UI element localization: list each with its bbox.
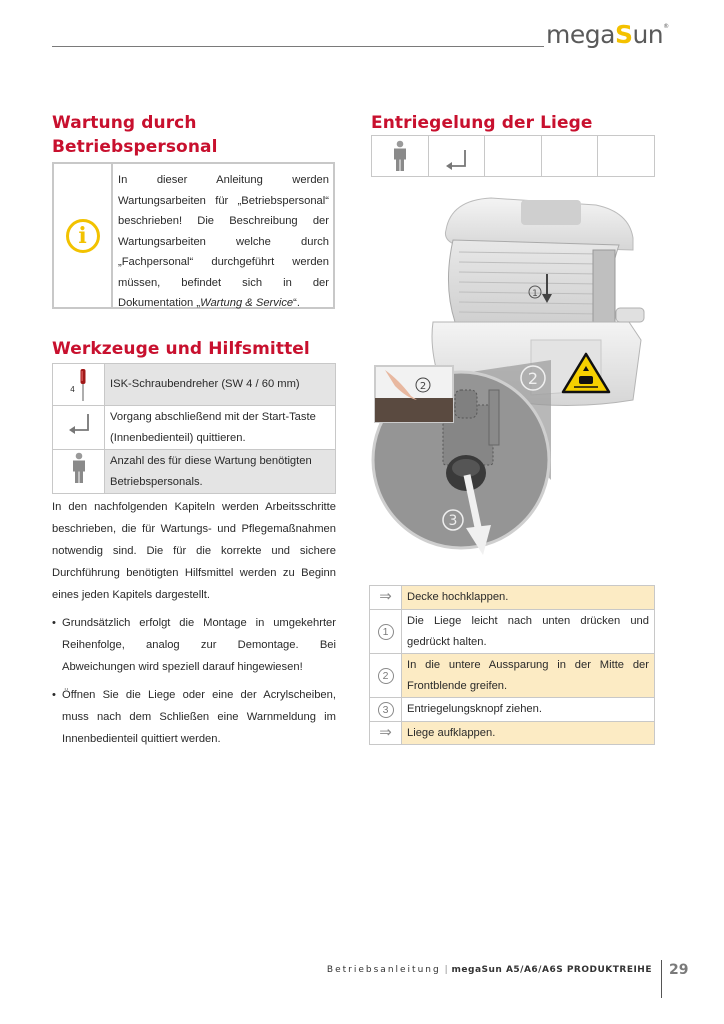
info-note-box [52, 162, 335, 309]
tool-icon-cell [53, 364, 105, 406]
list-item: • Öffnen Sie die Liege oder eine der Acrylscheiben, muss nach dem Schließen eine Warnmeldung im Innenbedienteil quittiert werden. [52, 689, 336, 745]
tools-table [52, 363, 336, 494]
intro-paragraph: In den nachfolgenden Kapiteln werden Arbeitsschritte beschrieben, die für Wartungs- und Pflegemaßnahmen notwendig sind. Die für die korrekte und sichere Durchführung benötigten Hilfsmittel werden zu Beginn eines jeden Kapitels dargestellt. [52, 501, 336, 601]
svg-text:3: 3 [448, 513, 458, 529]
tool-slot-empty [598, 136, 655, 176]
table-row: Vorgang abschließend mit der Start-Taste (Innenbedienteil) quittieren. [53, 406, 336, 450]
step-number-2-icon: 2 [370, 654, 402, 698]
arrow-right-icon: ⇒ [370, 721, 402, 745]
required-tools-strip [371, 135, 655, 177]
arrow-right-icon: ⇒ [370, 586, 402, 610]
info-note-text: In dieser Anleitung werden Wartungsarbeiten für „Betriebspersonal“ beschrieben! Die Beschreibung der Wartungsarbeiten welche durch „Fachpersonal“ durchgeführt werden müssen, befindet sich in der Dokumentation „Wartung & Service“. [118, 174, 329, 309]
notes-bullet-list [52, 612, 336, 756]
section-title-entriegelung: Entriegelung der Liege [371, 113, 593, 133]
steps-table [369, 585, 655, 745]
enter-key-icon [66, 412, 92, 436]
tool-icon-cell [53, 450, 105, 494]
list-item: • Grundsätzlich erfolgt die Montage in umgekehrter Reihenfolge, analog zur Demontage. Bei Abweichungen wird speziell darauf hingewiesen! [52, 617, 336, 673]
table-row: ⇒ Decke hochklappen. [370, 586, 655, 610]
tool-slot [429, 136, 486, 176]
section-title-wartung: Wartung durch Betriebspersonal [52, 113, 218, 157]
info-icon: i [66, 219, 100, 253]
svg-text:2: 2 [527, 369, 539, 388]
screwdriver-icon: 4 [70, 369, 86, 401]
table-row: 4 ISK-Schraubendreher (SW 4 / 60 mm) [53, 364, 336, 406]
table-row: 3 Entriegelungsknopf ziehen. [370, 698, 655, 722]
step-number-1-icon: 1 [370, 610, 402, 654]
page-number: 29 [669, 962, 689, 978]
tool-slot-empty [485, 136, 542, 176]
page-footer: Betriebsanleitung | megaSun A5/A6/A6S PRODUKTREIHE [326, 965, 652, 975]
enter-key-icon [443, 148, 469, 172]
table-row: Anzahl des für diese Wartung benötigten Betriebspersonals. [53, 450, 336, 494]
tanning-bed-illustration [371, 190, 661, 575]
tool-icon-cell [53, 406, 105, 450]
info-icon-cell [54, 164, 113, 307]
section-title-werkzeuge: Werkzeuge und Hilfsmittel [52, 339, 310, 359]
table-row: 1 Die Liege leicht nach unten drücken und gedrückt halten. [370, 610, 655, 654]
tool-slot-empty [542, 136, 599, 176]
tool-slot [371, 136, 429, 176]
person-icon [392, 140, 408, 172]
table-row: ⇒ Liege aufklappen. [370, 721, 655, 745]
header-rule [52, 46, 544, 47]
svg-text:2: 2 [419, 381, 427, 392]
logo-sun-letter: S [614, 20, 633, 49]
step-number-3-icon: 3 [370, 698, 402, 722]
table-row: 2 In die untere Aussparung in der Mitte der Frontblende greifen. [370, 654, 655, 698]
footer-divider [661, 960, 662, 998]
person-icon [71, 452, 87, 484]
megasun-logo: megaSun® [546, 20, 669, 49]
svg-text:1: 1 [532, 289, 538, 299]
